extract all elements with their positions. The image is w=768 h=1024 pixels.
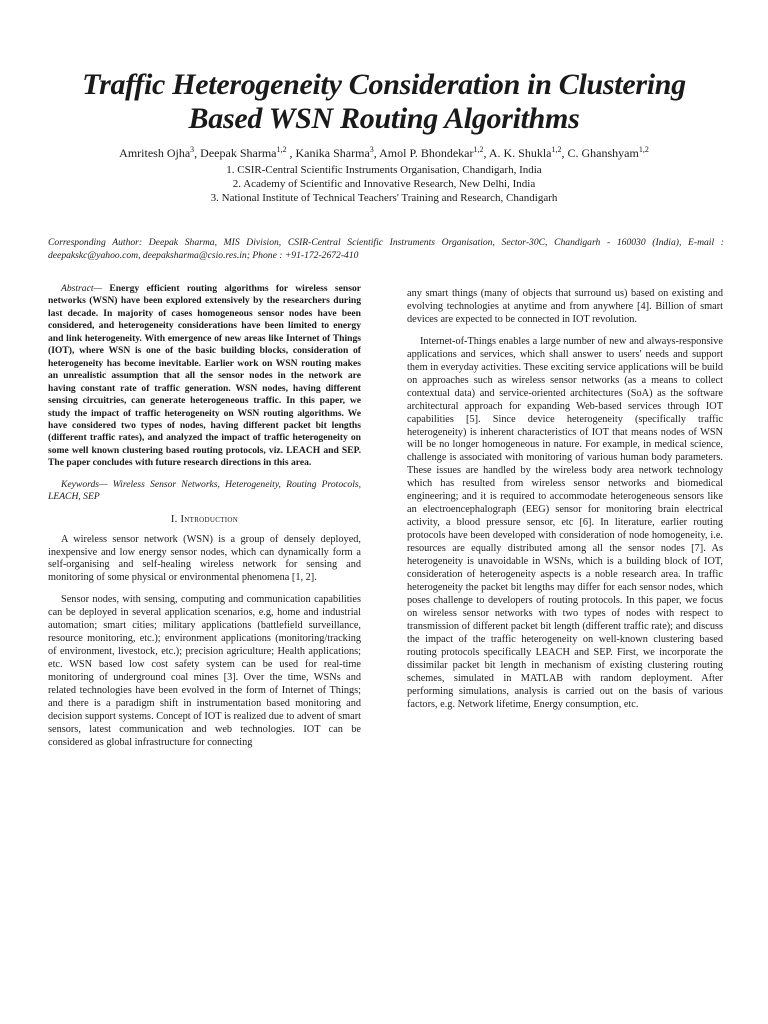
- left-column: [48, 283, 361, 759]
- section-heading: I. Introduction: [170, 513, 239, 525]
- author-list: [20, 146, 748, 161]
- author: Amol P. Bhondekar$^{1,2}$,: [379, 145, 489, 160]
- paper-title: [20, 68, 748, 136]
- affiliation-2: 2. Academy of Scientific and Innovative Research, New Delhi, India: [232, 178, 536, 190]
- body-paragraph: Internet-of-Things enables a large number of new and always-responsive applications and services, which shall answer to users' needs and support them in everyday activities. These exciting service applications will be build on approaches such as wireless sensor networks (as a means to collect contextual data) and service-oriented architectures (SoA) as the software architectural approach for expanding Web-based services through IOT capabilities [5]. Since device heterogeneity (specifically traffic heterogeneity) is inherent characteristics of IOT that means nodes of WSN will be no longer homogeneous in nature. For example, in medical science, challenge is associated with monitoring of various human body parameters. These issues are handled by the wireless body area network technology which has resulted from wireless sensor networks and biomedical engineering; and it is required to accommodate heterogeneous sensors like an electroencephalograph (EEG) sensor for monitoring brain electrical activity, a blood pressure sensor, etc [6]. In literature, earlier routing protocols have been developed with consideration of node homogeneity, i.e. resources are equally distributed among all the sensor nodes [7]. As heterogeneity is unavoidable in WSNs, which is a building block of IOT, consideration of heterogeneity aspects is a noble research area. In traffic heterogeneity the packet bit lengths may differ for each sensor nodes, which poses challenge to developers of routing protocols. In this paper, we focus on wireless sensor networks with two types of nodes with respect to transmission of different packet bit length (different traffic rate); and discuss the impact of the traffic heterogeneity on well-known clustering based routing protocols specifically LEACH and SEP. First, we incorporate the dissimilar packet bit length in mechanism of existing clustering routing schemes, simulated in MATLAB with random deployment. After performing simulations, analysis is carried out on the basis of various factors, e.g. Network lifetime, Energy consumption, etc.: [407, 335, 723, 710]
- abstract-label: Abstract—: [61, 283, 103, 294]
- affiliation-3: 3. National Institute of Technical Teachers' Training and Research, Chandigarh: [210, 192, 558, 204]
- affiliation-1: 1. CSIR-Central Scientific Instruments Organisation, Chandigarh, India: [226, 164, 542, 176]
- author: Kanika Sharma$^3$,: [295, 145, 380, 160]
- author: C. Ghanshyam$^{1,2}$: [567, 145, 649, 160]
- title-line-2: Based WSN Routing Algorithms: [188, 102, 580, 135]
- abstract-text: Energy efficient routing algorithms for wireless sensor networks (WSN) have been explored extensively by the researchers during last decade. In majority of cases homogeneous sensor nodes have been considered, and heterogeneity considerations have been limited to energy and link heterogeneity. With emergence of new areas like Internet of Things (IOT), where WSN is one of the basic building blocks, consideration of heterogeneity has become inevitable. Earlier work on WSN routing makes an unrealistic assumption that all the sensor nodes in the network are having constant rate of traffic generation. WSN nodes, having different sensing circuitries, can generate heterogeneous traffic. In this paper, we study the impact of traffic heterogeneity on WSN routing algorithms. We have considered two types of nodes, having different packet bit lengths (different traffic rates), and analyzed the impact of traffic heterogeneity on some well known clustering based routing protocols, viz. LEACH and SEP. The paper concludes with future research directions in this area.: [48, 283, 361, 469]
- author: Amritesh Ojha$^3$,: [119, 145, 201, 160]
- body-paragraph: Sensor nodes, with sensing, computing and communication capabilities can be deployed in several application scenarios, e.g, home and industrial automation; smart cities; military applications (battlefield surveillance, resource monitoring, etc.); environment applications (monitoring/tracking of environment, livestock, etc.); precision agriculture; Health applications; etc. WSN based low cost safety system can be used for real-time monitoring of underground coal mines [3]. Over the time, WSNs and related technologies have been evolved in the form of Internet of Things; and there is a paradigm shift in instrumentation based monitoring and decision support systems. Concept of IOT is realized due to advent of smart sensors, latest communication and web technologies. IOT can be considered as global infrastructure for connecting: [48, 594, 361, 748]
- body-paragraph: A wireless sensor network (WSN) is a group of densely deployed, inexpensive and low energy sensor nodes, which can dynamically form a self-organising and self-healing wireless network for sensing and monitoring of some physical or environmental phenomena [1, 2].: [48, 533, 361, 584]
- keywords: Keywords— Wireless Sensor Networks, Heterogeneity, Routing Protocols, LEACH, SEP: [48, 478, 361, 503]
- corresponding-author: Corresponding Author: Deepak Sharma, MIS Division, CSIR-Central Scientific Instruments Organisation, Sector-30C, Chandigarh - 160030 (India), E-mail : deepakskc@yahoo.com, deepaksharma@csio.res.in; Phone : +91-172-2672-410: [48, 237, 724, 261]
- right-column: [407, 288, 723, 721]
- body-paragraph: any smart things (many of objects that surround us) based on existing and evolving technologies at anytime and from anywhere [4]. Billion of smart devices are expected to be connected in IOT revolution.: [407, 288, 723, 325]
- title-line-1: Traffic Heterogeneity Consideration in Clustering: [82, 68, 686, 101]
- author: Deepak Sharma$^{1,2}$ ,: [200, 145, 296, 160]
- abstract: [48, 283, 361, 470]
- author: A. K. Shukla$^{1,2}$,: [488, 145, 568, 160]
